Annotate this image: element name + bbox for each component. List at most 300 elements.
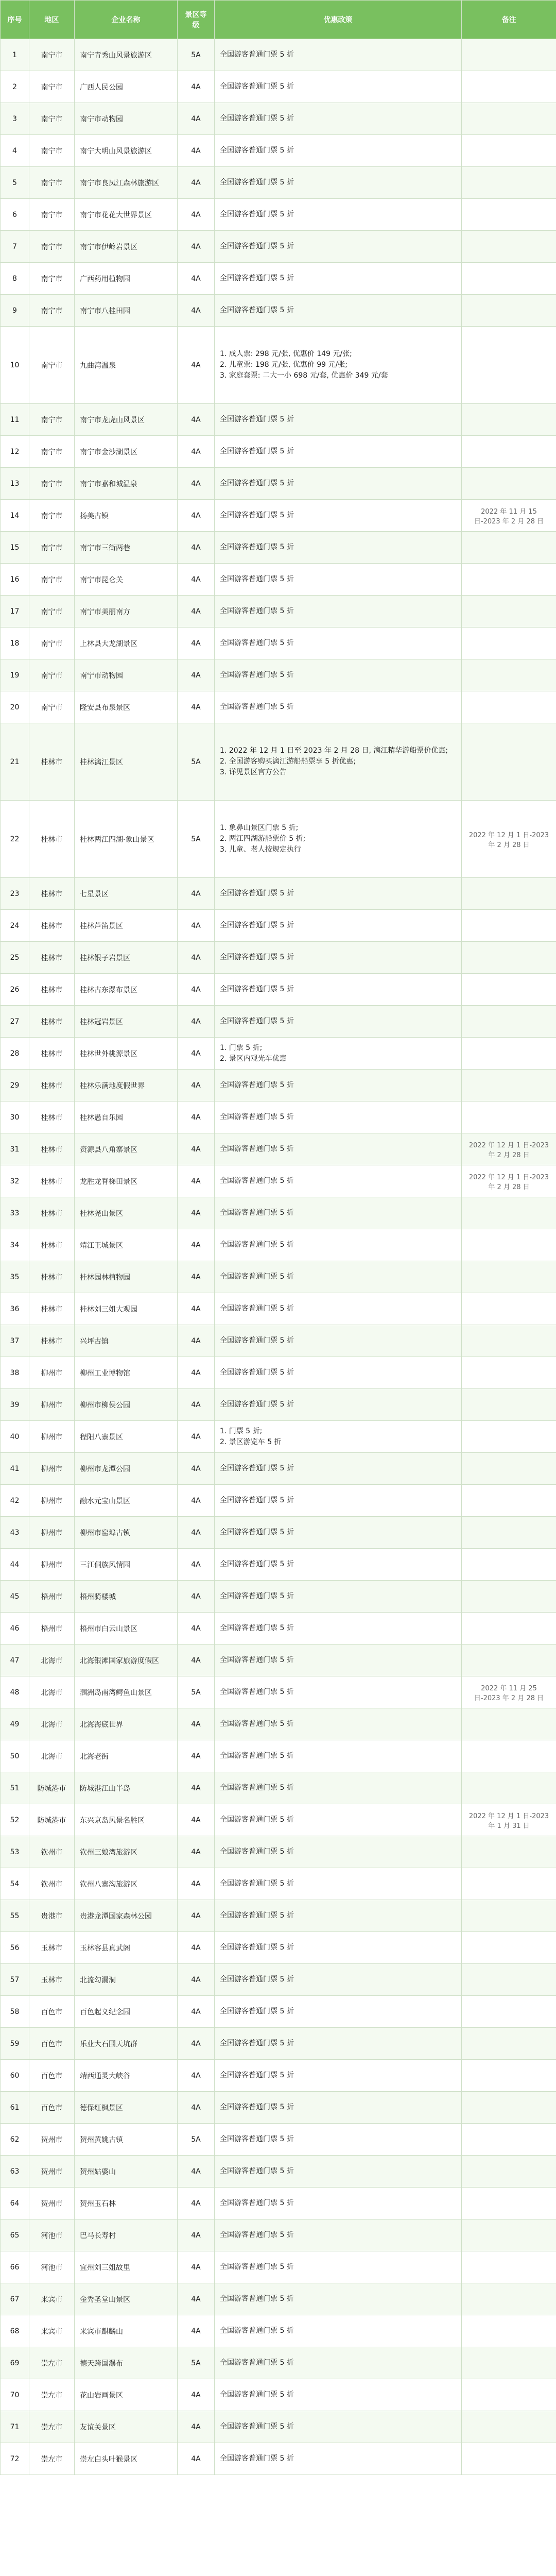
table-row [1,2092,556,2124]
cell-city: 来宾市 [29,2283,75,2315]
header-city: 地区 [29,1,75,39]
cell-policy: 全国游客普通门票 5 折 [215,659,462,691]
table-row [1,1645,556,1676]
cell-policy: 全国游客普通门票 5 折 [215,974,462,1006]
cell-policy: 全国游客普通门票 5 折 [215,404,462,436]
cell-policy: 全国游客普通门票 5 折 [215,1517,462,1549]
cell-no: 27 [1,1006,29,1038]
cell-name: 南宁市动物园 [75,659,178,691]
cell-level: 4A [178,2443,215,2475]
table-row [1,1293,556,1325]
cell-level: 4A [178,404,215,436]
cell-level: 4A [178,1421,215,1453]
cell-no: 49 [1,1708,29,1740]
table-row [1,263,556,295]
cell-name: 七星景区 [75,878,178,910]
cell-no: 37 [1,1325,29,1357]
cell-policy: 全国游客普通门票 5 折 [215,436,462,468]
cell-note [462,1101,556,1133]
cell-city: 来宾市 [29,2315,75,2347]
cell-city: 贺州市 [29,2188,75,2219]
cell-note [462,103,556,135]
cell-note [462,910,556,942]
header-note: 备注 [462,1,556,39]
table-row [1,1485,556,1517]
cell-no: 48 [1,1676,29,1708]
cell-policy: 全国游客普通门票 5 折 [215,1261,462,1293]
cell-policy: 1. 象鼻山景区门票 5 折; 2. 两江四湖游船票价 5 折; 3. 儿童、老人按规定执行 [215,801,462,878]
table-row [1,2188,556,2219]
cell-policy: 全国游客普通门票 5 折 [215,135,462,167]
cell-level: 4A [178,1517,215,1549]
cell-note [462,1645,556,1676]
cell-no: 2 [1,71,29,103]
cell-city: 南宁市 [29,532,75,564]
cell-name: 广西人民公园 [75,71,178,103]
header-policy: 优惠政策 [215,1,462,39]
cell-no: 44 [1,1549,29,1581]
cell-name: 融水元宝山景区 [75,1485,178,1517]
cell-city: 柳州市 [29,1485,75,1517]
cell-policy: 全国游客普通门票 5 折 [215,596,462,628]
cell-note [462,2443,556,2475]
cell-no: 41 [1,1453,29,1485]
cell-no: 12 [1,436,29,468]
cell-level: 4A [178,1133,215,1165]
cell-name: 程阳八寨景区 [75,1421,178,1453]
cell-policy: 全国游客普通门票 5 折 [215,1101,462,1133]
cell-level: 4A [178,1996,215,2028]
cell-note [462,1613,556,1645]
cell-level: 4A [178,691,215,723]
cell-no: 52 [1,1804,29,1836]
table-body [1,39,556,2475]
table-row [1,564,556,596]
cell-name: 南宁青秀山风景旅游区 [75,39,178,71]
cell-name: 南宁市嘉和城温泉 [75,468,178,500]
cell-city: 南宁市 [29,596,75,628]
cell-city: 防城港市 [29,1804,75,1836]
cell-level: 4A [178,2092,215,2124]
table-row [1,1325,556,1357]
cell-city: 百色市 [29,2028,75,2060]
cell-city: 柳州市 [29,1357,75,1389]
cell-level: 5A [178,723,215,801]
cell-no: 19 [1,659,29,691]
cell-note [462,1996,556,2028]
cell-policy: 全国游客普通门票 5 折 [215,231,462,263]
cell-name: 隆安县布泉景区 [75,691,178,723]
cell-level: 4A [178,1485,215,1517]
cell-city: 南宁市 [29,295,75,327]
cell-name: 桂林银子岩景区 [75,942,178,974]
cell-no: 32 [1,1165,29,1197]
cell-city: 南宁市 [29,199,75,231]
cell-city: 柳州市 [29,1421,75,1453]
cell-policy: 全国游客普通门票 5 折 [215,1645,462,1676]
table-row [1,1229,556,1261]
cell-name: 北海老街 [75,1740,178,1772]
cell-policy: 全国游客普通门票 5 折 [215,1676,462,1708]
header-no: 序号 [1,1,29,39]
table-row [1,295,556,327]
cell-no: 63 [1,2156,29,2188]
cell-note [462,974,556,1006]
cell-name: 梧州骑楼城 [75,1581,178,1613]
table-row [1,39,556,71]
cell-note [462,1325,556,1357]
cell-level: 4A [178,295,215,327]
cell-note [462,1964,556,1996]
cell-name: 钦州三娘湾旅游区 [75,1836,178,1868]
cell-policy: 1. 2022 年 12 月 1 日至 2023 年 2 月 28 日, 漓江精华游船票价优惠; 2. 全国游客购买漓江游船船票享 5 折优惠; 3. 详见景区官方公告 [215,723,462,801]
cell-no: 17 [1,596,29,628]
cell-level: 4A [178,1038,215,1070]
cell-city: 桂林市 [29,1165,75,1197]
cell-level: 4A [178,942,215,974]
cell-city: 桂林市 [29,801,75,878]
cell-note [462,1485,556,1517]
cell-note [462,327,556,404]
cell-no: 57 [1,1964,29,1996]
cell-name: 崇左白头叶猴景区 [75,2443,178,2475]
cell-name: 柳州工业博物馆 [75,1357,178,1389]
cell-city: 桂林市 [29,1229,75,1261]
cell-policy: 全国游客普通门票 5 折 [215,1932,462,1964]
cell-no: 8 [1,263,29,295]
cell-policy: 全国游客普通门票 5 折 [215,1485,462,1517]
cell-policy: 全国游客普通门票 5 折 [215,1325,462,1357]
cell-name: 桂林冠岩景区 [75,1006,178,1038]
cell-note [462,71,556,103]
cell-name: 南宁市动物园 [75,103,178,135]
table-header-row [1,1,556,39]
cell-policy: 1. 门票 5 折; 2. 景区内观光车优惠 [215,1038,462,1070]
cell-city: 桂林市 [29,1293,75,1325]
table-row [1,1932,556,1964]
table-row [1,974,556,1006]
cell-policy: 全国游客普通门票 5 折 [215,1613,462,1645]
cell-note [462,1070,556,1101]
cell-name: 桂林漓江景区 [75,723,178,801]
table-row [1,1900,556,1932]
cell-policy: 全国游客普通门票 5 折 [215,1804,462,1836]
cell-city: 桂林市 [29,1133,75,1165]
table-row [1,596,556,628]
table-row [1,1357,556,1389]
cell-policy: 全国游客普通门票 5 折 [215,878,462,910]
cell-name: 宜州刘三姐故里 [75,2251,178,2283]
cell-city: 桂林市 [29,1325,75,1357]
cell-policy: 全国游客普通门票 5 折 [215,167,462,199]
table-row [1,942,556,974]
cell-name: 桂林尧山景区 [75,1197,178,1229]
cell-name: 桂林乐满地度假世界 [75,1070,178,1101]
cell-no: 23 [1,878,29,910]
cell-policy: 全国游客普通门票 5 折 [215,1389,462,1421]
cell-name: 来宾市麒麟山 [75,2315,178,2347]
cell-no: 69 [1,2347,29,2379]
cell-city: 南宁市 [29,404,75,436]
cell-city: 防城港市 [29,1772,75,1804]
cell-policy: 全国游客普通门票 5 折 [215,2411,462,2443]
cell-no: 4 [1,135,29,167]
cell-note [462,1836,556,1868]
cell-level: 4A [178,1900,215,1932]
cell-no: 36 [1,1293,29,1325]
cell-name: 扬美古镇 [75,500,178,532]
cell-policy: 全国游客普通门票 5 折 [215,1900,462,1932]
cell-no: 22 [1,801,29,878]
cell-policy: 全国游客普通门票 5 折 [215,2060,462,2092]
table-row [1,2315,556,2347]
cell-no: 51 [1,1772,29,1804]
cell-policy: 全国游客普通门票 5 折 [215,103,462,135]
cell-city: 钦州市 [29,1868,75,1900]
cell-name: 百色起义纪念园 [75,1996,178,2028]
cell-policy: 全国游客普通门票 5 折 [215,1772,462,1804]
cell-city: 桂林市 [29,974,75,1006]
cell-city: 百色市 [29,1996,75,2028]
cell-level: 4A [178,1613,215,1645]
cell-level: 4A [178,71,215,103]
cell-policy: 全国游客普通门票 5 折 [215,295,462,327]
cell-policy: 全国游客普通门票 5 折 [215,500,462,532]
cell-name: 北海银滩国家旅游度假区 [75,1645,178,1676]
cell-note [462,1708,556,1740]
cell-no: 6 [1,199,29,231]
cell-city: 柳州市 [29,1517,75,1549]
cell-level: 4A [178,1293,215,1325]
cell-policy: 全国游客普通门票 5 折 [215,1836,462,1868]
table-row [1,1868,556,1900]
table-row [1,2028,556,2060]
cell-level: 5A [178,1676,215,1708]
cell-no: 56 [1,1932,29,1964]
cell-level: 4A [178,1325,215,1357]
cell-level: 4A [178,1229,215,1261]
cell-name: 贺州姑婆山 [75,2156,178,2188]
cell-policy: 全国游客普通门票 5 折 [215,1581,462,1613]
cell-no: 59 [1,2028,29,2060]
cell-note [462,39,556,71]
cell-city: 桂林市 [29,1038,75,1070]
cell-no: 43 [1,1517,29,1549]
cell-level: 4A [178,103,215,135]
cell-policy: 全国游客普通门票 5 折 [215,39,462,71]
cell-city: 南宁市 [29,659,75,691]
cell-city: 桂林市 [29,910,75,942]
cell-note [462,628,556,659]
cell-city: 南宁市 [29,231,75,263]
cell-level: 4A [178,1101,215,1133]
cell-note [462,2251,556,2283]
cell-policy: 全国游客普通门票 5 折 [215,468,462,500]
cell-note [462,1932,556,1964]
cell-city: 梧州市 [29,1613,75,1645]
cell-name: 贺州黄姚古镇 [75,2124,178,2156]
cell-policy: 全国游客普通门票 5 折 [215,263,462,295]
cell-no: 66 [1,2251,29,2283]
cell-level: 4A [178,2283,215,2315]
cell-note [462,723,556,801]
table-row [1,2219,556,2251]
cell-city: 河池市 [29,2219,75,2251]
table-row [1,1070,556,1101]
cell-level: 4A [178,468,215,500]
table-row [1,2060,556,2092]
cell-name: 兴坪古镇 [75,1325,178,1357]
cell-city: 柳州市 [29,1549,75,1581]
cell-no: 39 [1,1389,29,1421]
cell-name: 龙胜龙脊梯田景区 [75,1165,178,1197]
cell-no: 64 [1,2188,29,2219]
cell-level: 4A [178,1772,215,1804]
cell-name: 花山岩画景区 [75,2379,178,2411]
cell-level: 4A [178,1581,215,1613]
cell-note: 2022 年 12 月 1 日-2023 年 2 月 28 日 [462,1165,556,1197]
table-row [1,2124,556,2156]
table-row [1,1613,556,1645]
cell-note: 2022 年 12 月 1 日-2023 年 2 月 28 日 [462,801,556,878]
cell-policy: 全国游客普通门票 5 折 [215,2283,462,2315]
cell-no: 34 [1,1229,29,1261]
cell-level: 4A [178,878,215,910]
cell-no: 9 [1,295,29,327]
cell-no: 60 [1,2060,29,2092]
cell-city: 桂林市 [29,878,75,910]
table-row [1,1772,556,1804]
cell-level: 4A [178,500,215,532]
cell-city: 贺州市 [29,2156,75,2188]
cell-note [462,659,556,691]
cell-note [462,1549,556,1581]
cell-note [462,878,556,910]
cell-name: 柳州市柳侯公园 [75,1389,178,1421]
cell-no: 20 [1,691,29,723]
cell-level: 4A [178,1389,215,1421]
cell-level: 4A [178,199,215,231]
cell-name: 资源县八角寨景区 [75,1133,178,1165]
cell-name: 桂林古东瀑布景区 [75,974,178,1006]
cell-name: 桂林世外桃源景区 [75,1038,178,1070]
table-row [1,691,556,723]
cell-no: 5 [1,167,29,199]
cell-level: 4A [178,1836,215,1868]
cell-city: 北海市 [29,1740,75,1772]
cell-name: 防城港江山半岛 [75,1772,178,1804]
cell-policy: 全国游客普通门票 5 折 [215,2251,462,2283]
cell-note [462,2347,556,2379]
cell-level: 4A [178,1070,215,1101]
cell-no: 70 [1,2379,29,2411]
cell-note [462,1293,556,1325]
cell-note [462,1197,556,1229]
cell-city: 河池市 [29,2251,75,2283]
cell-no: 14 [1,500,29,532]
table-row [1,2283,556,2315]
cell-policy: 全国游客普通门票 5 折 [215,2124,462,2156]
table-row [1,1453,556,1485]
cell-name: 东兴京岛风景名胜区 [75,1804,178,1836]
cell-no: 1 [1,39,29,71]
cell-name: 南宁市金沙湖景区 [75,436,178,468]
cell-note [462,1261,556,1293]
cell-note [462,1453,556,1485]
table-row [1,2156,556,2188]
cell-level: 4A [178,1261,215,1293]
cell-note [462,2188,556,2219]
cell-city: 南宁市 [29,468,75,500]
cell-policy: 全国游客普通门票 5 折 [215,1070,462,1101]
cell-no: 24 [1,910,29,942]
cell-city: 崇左市 [29,2411,75,2443]
cell-no: 29 [1,1070,29,1101]
cell-note [462,1038,556,1070]
cell-policy: 全国游客普通门票 5 折 [215,532,462,564]
cell-note [462,1389,556,1421]
cell-level: 4A [178,436,215,468]
cell-policy: 全国游客普通门票 5 折 [215,2188,462,2219]
cell-city: 柳州市 [29,1453,75,1485]
cell-policy: 全国游客普通门票 5 折 [215,71,462,103]
table-row [1,436,556,468]
cell-note [462,2028,556,2060]
cell-note [462,263,556,295]
cell-note [462,2092,556,2124]
cell-policy: 全国游客普通门票 5 折 [215,199,462,231]
cell-policy: 全国游客普通门票 5 折 [215,2028,462,2060]
cell-level: 4A [178,628,215,659]
table-row [1,1740,556,1772]
cell-city: 南宁市 [29,135,75,167]
table-row [1,628,556,659]
table-row [1,1836,556,1868]
cell-city: 南宁市 [29,103,75,135]
cell-note: 2022 年 11 月 15 日-2023 年 2 月 28 日 [462,500,556,532]
cell-name: 靖西通灵大峡谷 [75,2060,178,2092]
cell-name: 柳州市窑埠古镇 [75,1517,178,1549]
cell-no: 54 [1,1868,29,1900]
cell-level: 4A [178,2219,215,2251]
cell-no: 72 [1,2443,29,2475]
cell-level: 4A [178,2156,215,2188]
table-row [1,801,556,878]
cell-city: 崇左市 [29,2347,75,2379]
cell-name: 北流勾漏洞 [75,1964,178,1996]
cell-note [462,468,556,500]
cell-city: 柳州市 [29,1389,75,1421]
cell-city: 崇左市 [29,2443,75,2475]
cell-level: 4A [178,1453,215,1485]
cell-policy: 全国游客普通门票 5 折 [215,1133,462,1165]
cell-note: 2022 年 11 月 25 日-2023 年 2 月 28 日 [462,1676,556,1708]
cell-note [462,1357,556,1389]
cell-no: 42 [1,1485,29,1517]
cell-note [462,1740,556,1772]
cell-name: 南宁市伊岭岩景区 [75,231,178,263]
cell-level: 4A [178,1708,215,1740]
table-row [1,167,556,199]
cell-policy: 全国游客普通门票 5 折 [215,2315,462,2347]
cell-note [462,404,556,436]
cell-no: 53 [1,1836,29,1868]
cell-name: 靖江王城景区 [75,1229,178,1261]
cell-no: 21 [1,723,29,801]
cell-policy: 全国游客普通门票 5 折 [215,1868,462,1900]
table-row [1,1261,556,1293]
cell-name: 贵港龙潭国家森林公园 [75,1900,178,1932]
